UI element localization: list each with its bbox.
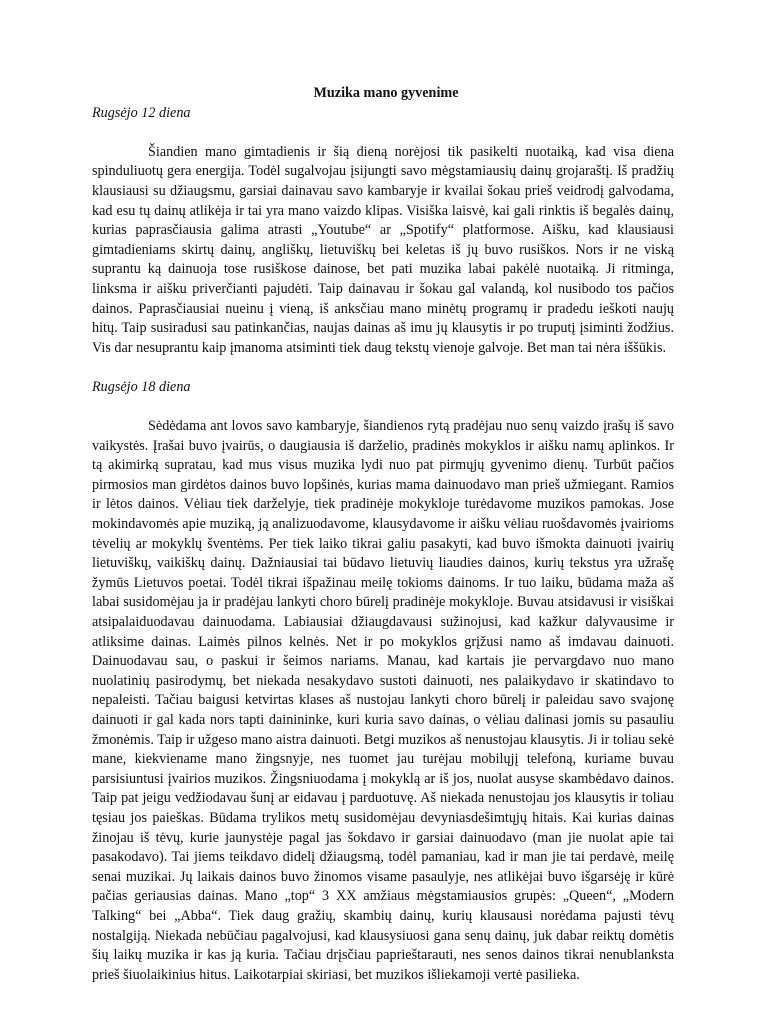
entry-text-1: Šiandien mano gimtadienis ir šią dieną norėjosi tik pasikelti nuotaiką, kad visa diena spinduliuotų gera energija. Todėl sugalvojau įsijungti savo mėgstamiausių dainų grojaraštį. Iš pradžių klausiausi su džiaugsmu, garsiai dainavau savo kambaryje ir kvailai šokau prieš veidrodį galvodama, kad esu tų dainų atlikėja ir tai yra mano vaizdo klipas. Visiška laisvė, kai gali rinktis iš begalės dainų, kurias paprasčiausia galima atrasti „Youtube“ ar „Spotify“ platformose. Aišku, kad klausiausi gimtadieniams skirtų dainų, angliškų, lietuviškų bei keletas iš jų buvo rusiškos. Nors ir ne viską suprantu ką dainuoja tose rusiškose dainose, bet pati muzika labai pakėlė nuotaiką. Ji ritminga, linksma ir aišku priverčianti pajudėti. Taip dainavau ir šokau gal valandą, kol nusibodo tos pačios dainos. Paprasčiausiai nueinu į vieną, iš anksčiau mano minėtų programų ir pradedu ieškoti naujų hitų. Taip susiradusi sau patinkančias, naujas dainas aš imu jų klausytis ir po truputį įsiminti žodžius. Vis dar nesuprantu kaip įmanoma atsiminti tiek daug tekstų vienoje galvoje. Bet man tai nėra iššūkis. — [92, 143, 674, 356]
entry-text-2: Sėdėdama ant lovos savo kambaryje, šiandienos rytą pradėjau nuo senų vaizdo įrašų iš savo vaikystės. Įrašai buvo įvairūs, o daugiausia iš darželio, pradinės mokyklos ir aišku namų aplinkos. Ir tą akimirką supratau, kad mus visus muzika lydi nuo pat pirmųjų gyvenimo dienų. Turbūt pačios pirmosios man girdėtos dainos buvo lopšinės, kurias mama dainuodavo man prieš užmiegant. Ramios ir lėtos dainos. Vėliau tiek darželyje, tiek pradinėje mokykloje turėdavome muzikos pamokas. Jose mokindavomės apie muziką, ją analizuodavome, klausydavome ir aišku vėliau ruošdavomės įvairioms tėvelių ar mokyklų šventėms. Per tiek laiko tikrai galiu pasakyti, kad buvo išmokta dainuoti įvairių lietuviškų, vaikiškų dainų. Dažniausiai tai būdavo lietuvių liaudies dainos, kurių tekstus yra užrašę žymūs Lietuvos poetai. Todėl tikrai išpažinau meilę tokioms dainoms. Ir tuo laiku, būdama maža aš labai susidomėjau ja ir pradėjau lankyti choro būrelį pradinėje mokykloje. Buvau atsidavusi ir visiškai atsipalaiduodavau dainuodama. Labiausiai džiaugdavausi sužinojusi, kad kažkur dalyvausime ir atliksime dainas. Laimės pilnos kelnės. Net ir po mokyklos grįžusi namo aš imdavau dainuoti. Dainuodavau sau, o paskui ir šeimos nariams. Manau, kad kartais jie pervargdavo nuo mano nuolatinių pasirodymų, bet niekada nesakydavo sustoti dainuoti, nes palaikydavo ir skatindavo to nepaleisti. Tačiau baigusi ketvirtas klases aš nustojau lankyti choro būrelį ir paleidau savo svajonę dainuoti ir gal kada nors tapti dainininke, kuri kuria savo dainas, o vėliau dalinasi jomis su pasauliu žmonėmis. Taip ir užgeso mano aistra dainuoti. Betgi muzikos aš nenustojau klausytis. Ji ir toliau sekė mane, kiekviename mano žingsnyje, nes tuomet jau turėjau mobilųjį telefoną, kuriame buvau parsisiuntusi įvairios muzikos. Žingsniuodama į mokyklą ar iš jos, nuolat ausyse skambėdavo dainos. Taip pat jeigu vedžiodavau šunį ar eidavau į parduotuvę. Aš niekada nenustojau jos klausytis ir toliau tęsiau jos paieškas. Būdama trylikos metų susidomėjau devyniasdešimtųjų hitais. Kai kurias dainas žinojau iš tėvų, kurie jaunystėje pagal jas šokdavo ir garsiai dainuodavo (man jie nuolat apie tai pasakodavo). Tai jiems teikdavo didelį džiaugsmą, todėl pamaniau, kad ir man jie tai perdavė, meilę senai muzikai. Jų laikais dainos buvo žinomos visame pasaulyje, nes atlikėjai buvo išgarsėję ir kūrė pačias geriausias dainas. Mano „top“ 3 XX amžiaus mėgstamiausios grupės: „Queen“, „Modern Talking“ bei „Abba“. Tiek daug gražių, skambių dainų, kurių klausausi norėdama pajusti tėvų nostalgiją. Niekada nebūčiau pagalvojusi, kad klausysiuosi gana senų dainų, juk dabar reiktų domėtis šių laikų muzika ir kas ją kuria. Tačiau drįsčiau paprieštarauti, nes senos dainos tikrai nenublanksta prieš šiuolaikinius hitus. Laikotarpiai skiriasi, bet muzikos išliekamoji vertė pasilieka. — [92, 418, 674, 983]
entry-date-1: Rugsėjo 12 diena — [92, 104, 191, 121]
paragraph-spacer — [92, 358, 674, 378]
entry-date-2: Rugsėjo 18 diena — [92, 378, 191, 395]
document-title: Muzika mano gyvenime — [313, 85, 459, 101]
paragraph-spacer — [92, 398, 674, 418]
paragraph-spacer — [92, 123, 674, 143]
document-page — [92, 84, 674, 985]
